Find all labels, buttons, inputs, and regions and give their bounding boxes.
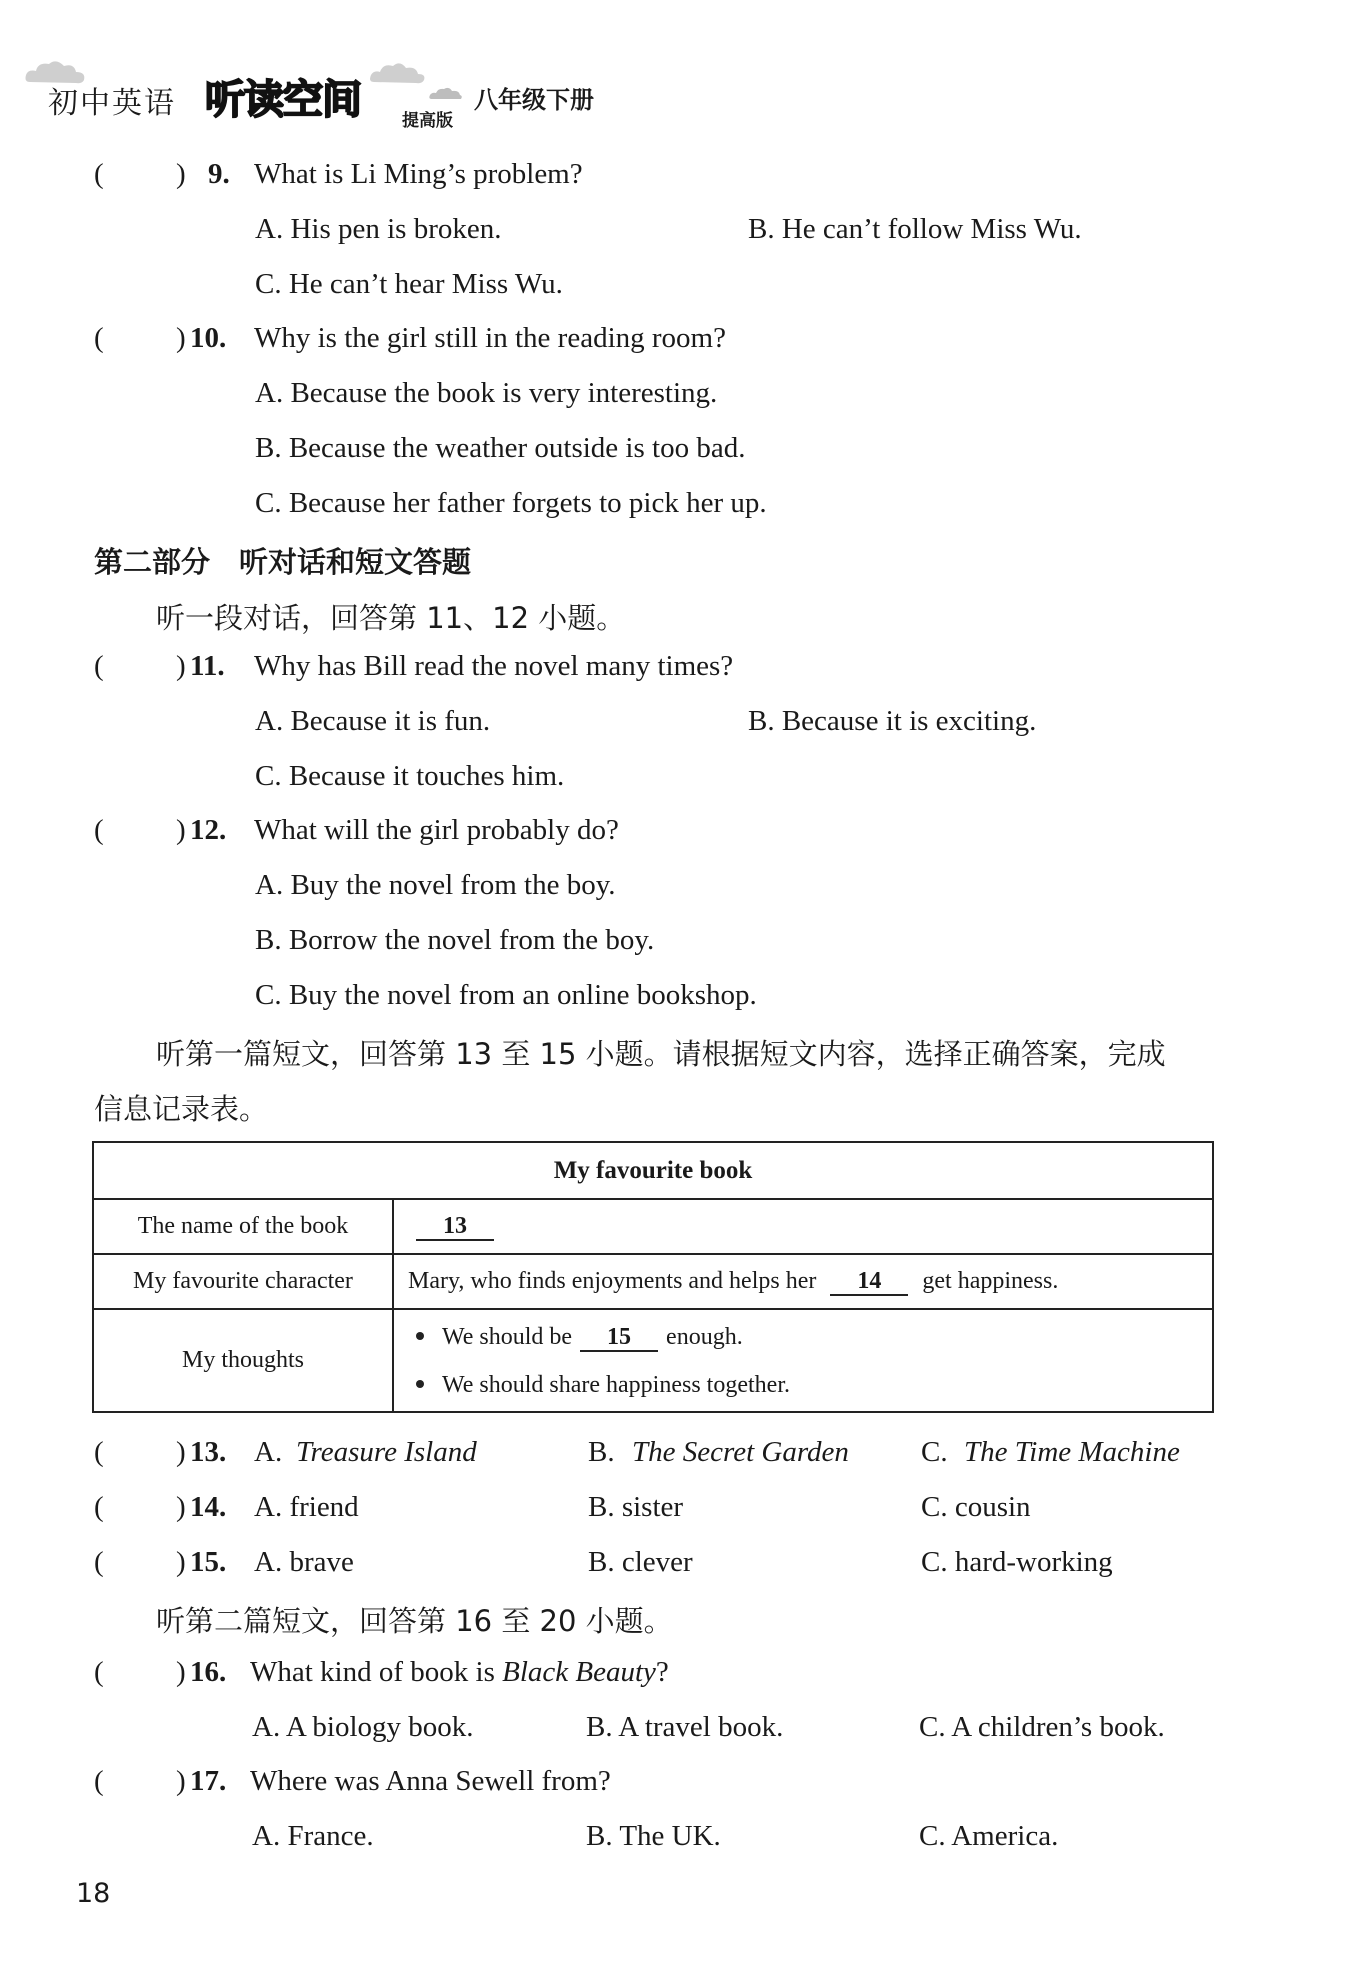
option-b: B. Because it is exciting.	[748, 705, 1037, 737]
stem-text: What kind of book is	[250, 1656, 495, 1688]
question-stem: Why is the girl still in the reading room?	[254, 322, 726, 354]
option-a: A. friend	[254, 1491, 359, 1523]
series-title: 初中英语	[48, 86, 176, 121]
answer-paren-close: )	[176, 814, 186, 846]
answer-paren-open: (	[94, 1436, 104, 1468]
option-b: B. He can’t follow Miss Wu.	[748, 213, 1082, 245]
thought-1-before: We should be	[442, 1323, 573, 1350]
question-number: 12.	[190, 814, 227, 846]
option-c: C. He can’t hear Miss Wu.	[255, 268, 563, 300]
question-number: 13.	[190, 1436, 227, 1468]
question-number: 9.	[208, 158, 230, 190]
passage1-instruction-line2: 信息记录表。	[94, 1092, 269, 1126]
option-c: C. A children’s book.	[919, 1711, 1165, 1743]
question-stem: Where was Anna Sewell from?	[250, 1765, 611, 1797]
option-a: A. Because the book is very interesting.	[255, 377, 718, 409]
bullet-icon	[416, 1332, 424, 1340]
question-stem: What will the girl probably do?	[254, 814, 619, 846]
brand-logo: 听读空间	[205, 77, 361, 123]
option-b: B. Because the weather outside is too bad.	[255, 432, 746, 464]
stem-question-mark: ?	[655, 1656, 669, 1688]
option-c: C. America.	[919, 1820, 1059, 1852]
dialogue-instruction: 听一段对话，回答第 11、12 小题。	[156, 601, 626, 635]
question-number: 17.	[190, 1765, 227, 1797]
thought-bullet-2	[408, 1361, 1211, 1409]
cloud-decoration-icon	[368, 60, 428, 88]
option-a: A. A biology book.	[252, 1711, 474, 1743]
row-label-thoughts: My thoughts	[93, 1309, 393, 1412]
question-number: 14.	[190, 1491, 227, 1523]
option-c: C. Because her father forgets to pick her up.	[255, 487, 767, 519]
answer-paren-close: )	[176, 1656, 186, 1688]
option-b-letter: B.	[588, 1436, 615, 1468]
answer-paren-open: (	[94, 1491, 104, 1523]
option-a: Treasure Island	[296, 1436, 477, 1468]
question-number: 11.	[190, 650, 225, 682]
row-label-book-name: The name of the book	[93, 1199, 393, 1254]
row-value-book-name	[393, 1199, 1213, 1254]
blank-13[interactable]: 13	[416, 1213, 494, 1241]
answer-paren-open: (	[94, 814, 104, 846]
answer-paren-open: (	[94, 1546, 104, 1578]
option-a: A. Because it is fun.	[255, 705, 491, 737]
row-value-character	[393, 1254, 1213, 1309]
blank-15[interactable]: 15	[580, 1324, 658, 1352]
question-stem: Why has Bill read the novel many times?	[254, 650, 734, 682]
option-c: C. cousin	[921, 1491, 1031, 1523]
option-a: A. His pen is broken.	[255, 213, 502, 245]
answer-paren-open: (	[94, 1656, 104, 1688]
character-text-before: Mary, who finds enjoyments and helps her	[408, 1267, 817, 1294]
answer-paren-close: )	[176, 322, 186, 354]
passage1-instruction-line1: 听第一篇短文，回答第 13 至 15 小题。请根据短文内容，选择正确答案，完成	[156, 1037, 1166, 1071]
option-a: A. France.	[252, 1820, 374, 1852]
option-c-letter: C.	[921, 1436, 948, 1468]
passage2-instruction: 听第二篇短文，回答第 16 至 20 小题。	[156, 1604, 673, 1638]
option-b: B. sister	[588, 1491, 684, 1523]
answer-paren-close: )	[176, 158, 186, 190]
option-c: C. hard-working	[921, 1546, 1113, 1578]
answer-paren-open: (	[94, 158, 104, 190]
information-table	[92, 1141, 1214, 1413]
thought-2-text: We should share happiness together.	[442, 1371, 790, 1398]
question-stem	[250, 1656, 669, 1689]
option-c: The Time Machine	[964, 1436, 1180, 1468]
question-number: 10.	[190, 322, 227, 354]
book-title: Black Beauty	[502, 1656, 656, 1688]
table-title: My favourite book	[93, 1142, 1213, 1199]
answer-paren-open: (	[94, 322, 104, 354]
option-b: B. A travel book.	[586, 1711, 784, 1743]
answer-paren-close: )	[176, 1491, 186, 1523]
answer-paren-open: (	[94, 1765, 104, 1797]
option-a: A. brave	[254, 1546, 354, 1578]
answer-paren-open: (	[94, 650, 104, 682]
grade-label: 八年级下册	[474, 86, 594, 114]
section-heading: 第二部分 听对话和短文答题	[94, 545, 472, 579]
option-b: B. clever	[588, 1546, 693, 1578]
option-a: A. Buy the novel from the boy.	[255, 869, 616, 901]
page-number: 18	[76, 1878, 111, 1909]
answer-paren-close: )	[176, 650, 186, 682]
question-number: 15.	[190, 1546, 227, 1578]
bullet-icon	[416, 1380, 424, 1388]
question-stem: What is Li Ming’s problem?	[254, 158, 583, 190]
row-value-thoughts	[393, 1309, 1213, 1412]
cloud-small-icon	[428, 86, 464, 102]
blank-14[interactable]: 14	[830, 1268, 908, 1296]
option-b: B. Borrow the novel from the boy.	[255, 924, 655, 956]
option-a-letter: A.	[254, 1436, 283, 1468]
option-b: The Secret Garden	[632, 1436, 849, 1468]
thought-bullet-1	[408, 1313, 1211, 1361]
character-text-after: get happiness.	[922, 1267, 1059, 1294]
option-b: B. The UK.	[586, 1820, 721, 1852]
answer-paren-close: )	[176, 1546, 186, 1578]
thought-1-after: enough.	[666, 1323, 743, 1350]
option-c: C. Buy the novel from an online bookshop.	[255, 979, 757, 1011]
answer-paren-close: )	[176, 1436, 186, 1468]
answer-paren-close: )	[176, 1765, 186, 1797]
option-c: C. Because it touches him.	[255, 760, 565, 792]
edition-label: 提高版	[402, 111, 453, 131]
row-label-character: My favourite character	[93, 1254, 393, 1309]
question-number: 16.	[190, 1656, 227, 1688]
